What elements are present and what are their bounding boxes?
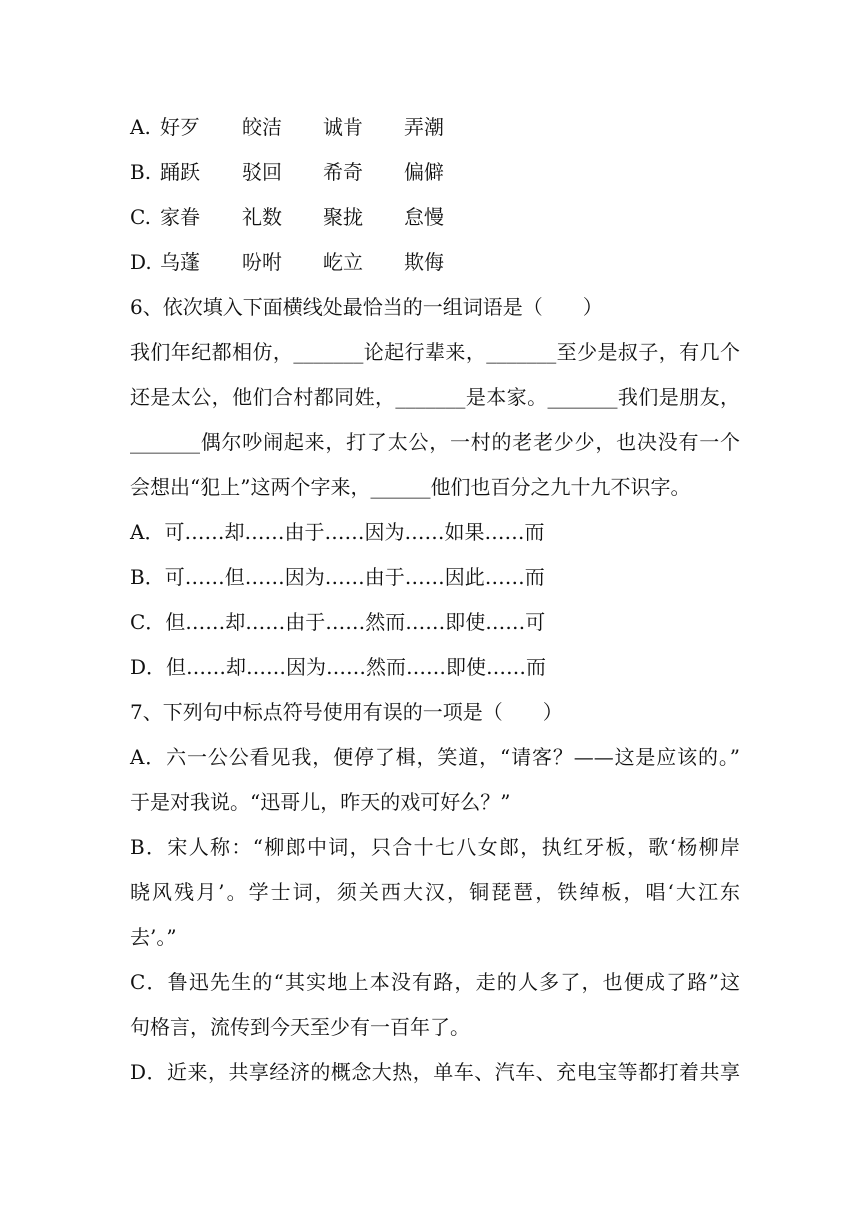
option-letter: D. <box>130 250 152 274</box>
option-word: 乌蓬 <box>160 250 200 274</box>
question-7-option-c-line: C．鲁迅先生的“其实地上本没有路，走的人多了，也便成了路”这 <box>130 970 740 994</box>
question-7-option-b-line: 晓风残月’。学士词，须关西大汉，铜琵琶，铁绰板，唱‘大江东 <box>130 880 740 904</box>
option-word: 偏僻 <box>404 160 444 184</box>
question-7-option-d-line: D．近来，共享经济的概念大热，单车、汽车、充电宝等都打着共享 <box>130 1060 740 1084</box>
question-7-option-a-line: 于是对我说。“迅哥儿，昨天的戏可好么？” <box>130 790 511 814</box>
option-word: 欺侮 <box>404 250 444 274</box>
option-letter: C. <box>130 205 151 229</box>
question-6-passage-line: 还是太公，他们合村都同姓，_______是本家。_______我们是朋友， <box>130 385 740 409</box>
option-letter: A. <box>130 115 151 139</box>
option-word: 皎洁 <box>242 115 282 139</box>
question-7-option-a-line: A．六一公公看见我，便停了楫，笑道，“请客？——这是应该的。” <box>130 745 740 769</box>
question-7-option-b-line: 去’。” <box>130 925 177 949</box>
question-6-option-b: B．可……但……因为……由于……因此……而 <box>130 565 545 589</box>
question-7-stem: 7、下列句中标点符号使用有误的一项是（ ） <box>130 700 563 724</box>
question-7-option-b-line: B．宋人称：“柳郎中词，只合十七八女郎，执红牙板，歌‘杨柳岸 <box>130 835 740 859</box>
question-6-option-a: A．可……却……由于……因为……如果……而 <box>130 520 545 544</box>
question-6-passage-line: _______偶尔吵闹起来，打了太公，一村的老老少少，也决没有一个 <box>130 430 740 454</box>
option-word: 好歹 <box>160 115 200 139</box>
question-6-option-c: C．但……却……由于……然而……即使……可 <box>130 610 546 634</box>
option-word: 弄潮 <box>404 115 444 139</box>
option-word: 踊跃 <box>160 160 200 184</box>
option-word: 吩咐 <box>242 250 282 274</box>
option-word: 家眷 <box>160 205 200 229</box>
option-letter: B. <box>130 160 152 184</box>
option-word: 诚肯 <box>323 115 363 139</box>
option-word: 聚拢 <box>323 205 363 229</box>
question-6-stem: 6、依次填入下面横线处最恰当的一组词语是（ ） <box>130 295 603 319</box>
question-7-option-c-line: 句格言，流传到今天至少有一百年了。 <box>130 1015 470 1039</box>
option-word: 屹立 <box>323 250 363 274</box>
question-6-passage-line: 会想出“犯上”这两个字来，______他们也百分之九十九不识字。 <box>130 475 691 499</box>
option-word: 驳回 <box>242 160 282 184</box>
option-word: 怠慢 <box>404 205 444 229</box>
question-6-option-d: D．但……却……因为……然而……即使……而 <box>130 655 547 679</box>
option-word: 礼数 <box>242 205 282 229</box>
option-word: 希奇 <box>323 160 363 184</box>
question-6-passage-line: 我们年纪都相仿，_______论起行辈来，_______至少是叔子，有几个 <box>130 340 740 364</box>
